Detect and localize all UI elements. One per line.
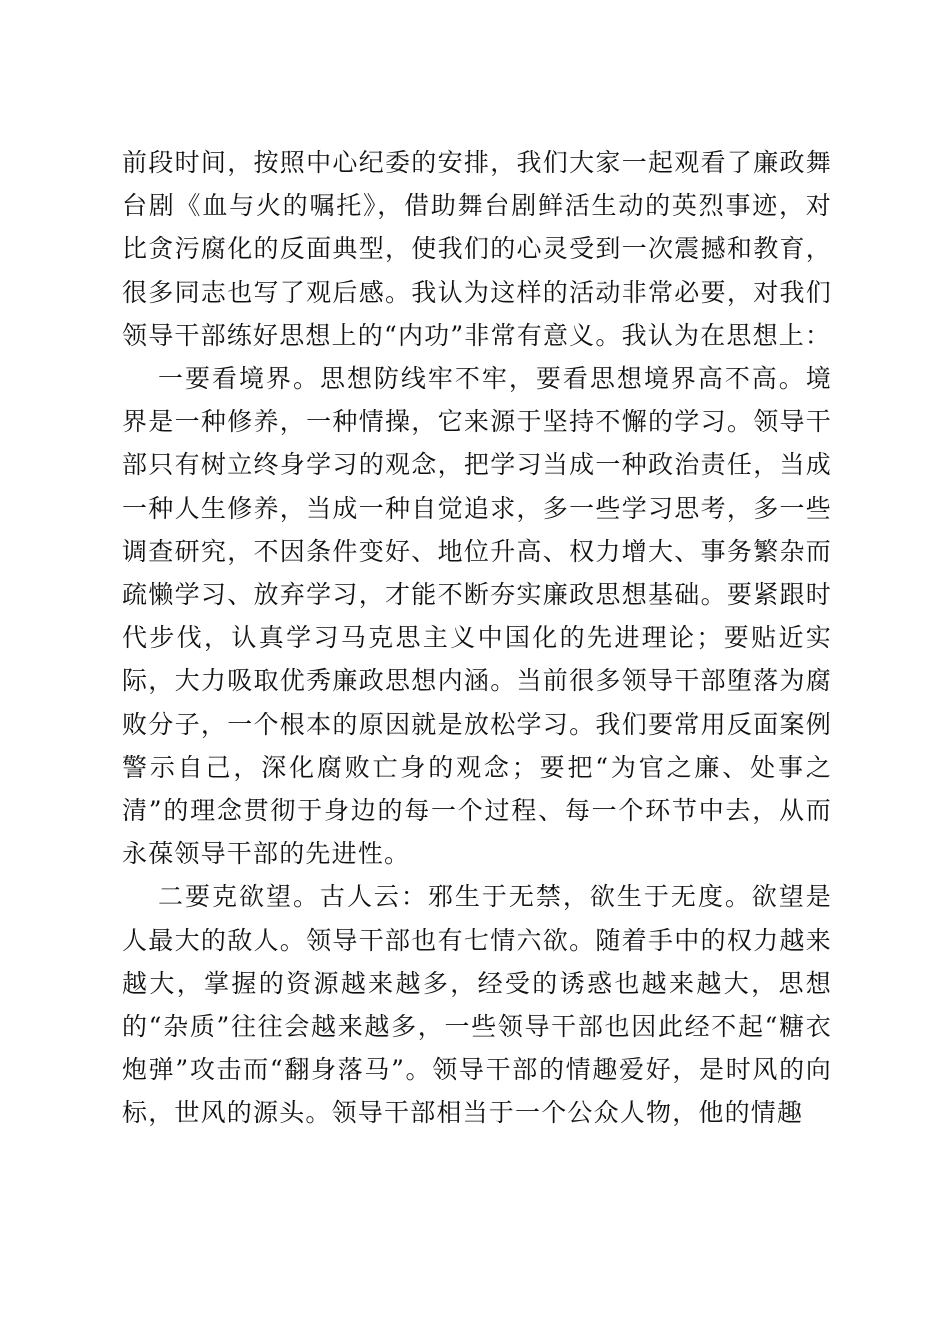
paragraph-point-two: 二要克欲望。古人云：邪生于无禁，欲生于无度。欲望是人最大的敌人。领导干部也有七情六欲。随着手中的权力越来越大，掌握的资源越来越多，经受的诱惑也越来越大，思想的“杂质”往往会越来越多，一些领导干部也因此经不起“糖衣炮弹”攻击而“翻身落马”。领导干部的情趣爱好，是时风的向标，世风的源头。领导干部相当于一个公众人物，他的情趣 [122,882,832,1128]
document-body [122,141,832,1135]
paragraph-point-one: 一要看境界。思想防线牢不牢，要看思想境界高不高。境界是一种修养，一种情操，它来源于坚持不懈的学习。领导干部只有树立终身学习的观念，把学习当成一种政治责任，当成一种人生修养，当成一种自觉追求，多一些学习思考，多一些调查研究，不因条件变好、地位升高、权力增大、事务繁杂而疏懒学习、放弃学习，才能不断夯实廉政思想基础。要紧跟时代步伐，认真学习马克思主义中国化的先进理论；要贴近实际，大力吸取优秀廉政思想内涵。当前很多领导干部堕落为腐败分子，一个根本的原因就是放松学习。我们要常用反面案例警示自己，深化腐败亡身的观念；要把“为官之廉、处事之清”的理念贯彻于身边的每一个过程、每一个环节中去，从而永葆领导干部的先进性。 [122,364,832,869]
paragraph-intro: 前段时间，按照中心纪委的安排，我们大家一起观看了廉政舞台剧《血与火的嘱托》，借助舞台剧鲜活生动的英烈事迹，对比贪污腐化的反面典型，使我们的心灵受到一次震撼和教育，很多同志也写了观后感。我认为这样的活动非常必要，对我们领导干部练好思想上的“内功”非常有意义。我认为在思想上： [122,148,832,350]
